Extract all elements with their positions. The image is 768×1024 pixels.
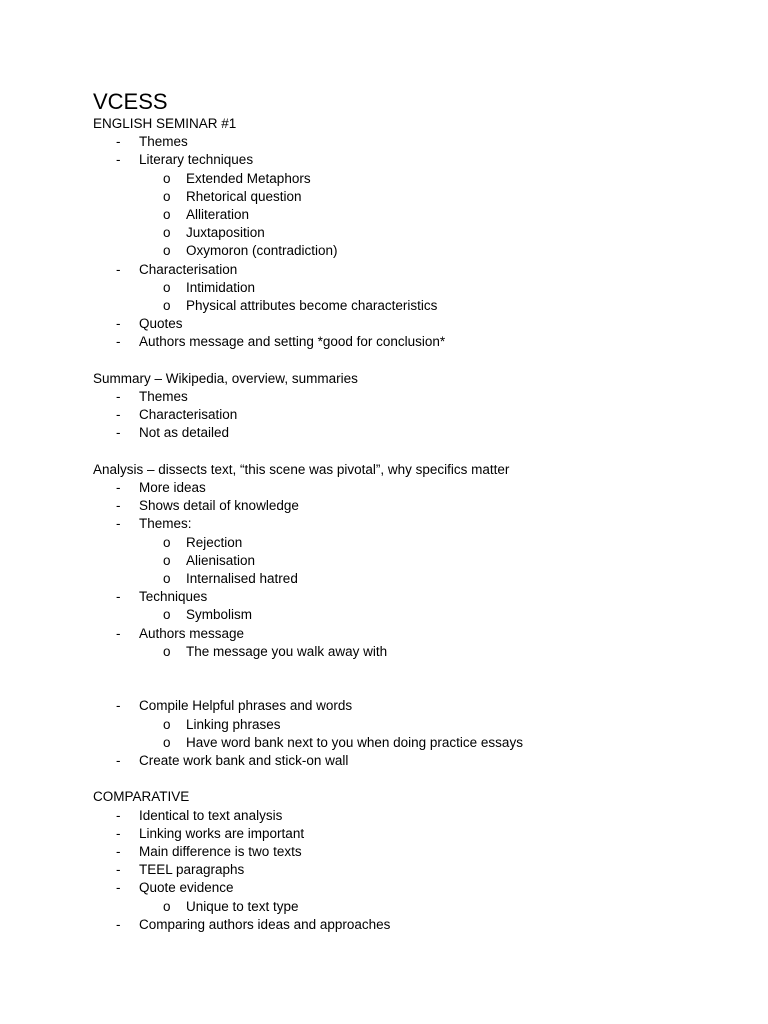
sub-list-item-text: Oxymoron (contradiction) <box>186 243 338 259</box>
dash-bullet-icon: - <box>116 862 121 878</box>
section-heading-text: ENGLISH SEMINAR #1 <box>93 116 237 131</box>
sub-list-item-text: Linking phrases <box>186 716 281 732</box>
list-item-text: Themes <box>139 134 188 150</box>
section-heading-text: COMPARATIVE <box>93 789 190 805</box>
circle-bullet-icon: o <box>163 225 171 241</box>
sub-list-item-text: Intimidation <box>186 279 256 295</box>
list-item-text: Shows detail of knowledge <box>139 498 299 514</box>
list-item-text: More ideas <box>139 480 206 495</box>
sub-list-item-text: Alliteration <box>186 207 250 222</box>
list-item <box>0 133 768 151</box>
section-heading <box>0 461 768 479</box>
section-heading <box>0 115 768 133</box>
sub-list-item <box>0 606 768 624</box>
dash-bullet-icon: - <box>116 334 121 350</box>
dash-bullet-icon: - <box>116 516 121 532</box>
list-item-text: Not as detailed <box>139 425 230 441</box>
dash-bullet-icon: - <box>116 753 121 768</box>
circle-bullet-icon: o <box>163 298 171 313</box>
circle-bullet-icon: o <box>163 279 171 295</box>
dash-bullet-icon: - <box>116 825 121 841</box>
dash-bullet-icon: - <box>116 916 121 932</box>
list-item-text: Authors message <box>139 625 245 641</box>
list-item <box>0 861 768 879</box>
circle-bullet-icon: o <box>163 207 171 222</box>
circle-bullet-icon: o <box>163 607 171 623</box>
section-heading-text: Summary – Wikipedia, overview, summaries <box>93 370 358 386</box>
list-item <box>0 424 768 442</box>
list-item <box>0 697 768 715</box>
dash-bullet-icon: - <box>116 152 121 168</box>
list-item-text: Quote evidence <box>139 880 234 896</box>
list-item <box>0 497 768 515</box>
sub-list-item <box>0 297 768 315</box>
sub-list-item-text: Juxtaposition <box>186 225 265 241</box>
circle-bullet-icon: o <box>163 243 171 259</box>
dash-bullet-icon: - <box>116 261 121 277</box>
list-item-text: Themes <box>139 389 188 404</box>
sub-list-item-text: Symbolism <box>186 607 253 623</box>
sub-list-item <box>0 279 768 297</box>
dash-bullet-icon: - <box>116 389 121 404</box>
dash-bullet-icon: - <box>116 625 121 641</box>
section-heading <box>0 788 768 806</box>
dash-bullet-icon: - <box>116 316 121 332</box>
list-item <box>0 625 768 643</box>
list-item <box>0 479 768 497</box>
dash-bullet-icon: - <box>116 480 121 495</box>
list-item <box>0 916 768 934</box>
list-item-text: TEEL paragraphs <box>139 862 245 878</box>
circle-bullet-icon: o <box>163 534 171 550</box>
circle-bullet-icon: o <box>163 643 171 659</box>
sub-list-item <box>0 534 768 552</box>
dash-bullet-icon: - <box>116 589 121 605</box>
list-item <box>0 879 768 897</box>
list-item <box>0 151 768 169</box>
list-item <box>0 261 768 279</box>
sub-list-item <box>0 570 768 588</box>
list-item-text: Comparing authors ideas and approaches <box>139 916 391 932</box>
dash-bullet-icon: - <box>116 880 121 896</box>
sub-list-item-text: Rhetorical question <box>186 188 302 204</box>
dash-bullet-icon: - <box>116 844 121 859</box>
section-heading <box>0 370 768 388</box>
list-item-text: Compile Helpful phrases and words <box>139 698 353 714</box>
list-item <box>0 825 768 843</box>
list-item-text: Create work bank and stick-on wall <box>139 753 349 768</box>
list-item-text: Techniques <box>139 589 208 605</box>
dash-bullet-icon: - <box>116 807 121 823</box>
circle-bullet-icon: o <box>163 571 171 586</box>
list-item <box>0 843 768 861</box>
sub-list-item <box>0 898 768 916</box>
list-item <box>0 515 768 533</box>
circle-bullet-icon: o <box>163 734 171 750</box>
sub-list-item-text: Have word bank next to you when doing practice essays <box>186 734 523 750</box>
dash-bullet-icon: - <box>116 407 121 423</box>
circle-bullet-icon: o <box>163 716 171 732</box>
list-item <box>0 752 768 770</box>
list-item-text: Identical to text analysis <box>139 807 283 823</box>
list-item-text: Quotes <box>139 316 183 332</box>
document-title: VCESS <box>93 89 168 114</box>
sub-list-item <box>0 552 768 570</box>
sub-list-item <box>0 716 768 734</box>
list-item <box>0 333 768 351</box>
sub-list-item <box>0 224 768 242</box>
sub-list-item-text: Rejection <box>186 534 243 550</box>
list-item <box>0 388 768 406</box>
list-item-text: Themes: <box>139 516 192 532</box>
sub-list-item <box>0 734 768 752</box>
dash-bullet-icon: - <box>116 134 121 150</box>
sub-list-item-text: Internalised hatred <box>186 571 298 586</box>
circle-bullet-icon: o <box>163 188 171 204</box>
list-item <box>0 588 768 606</box>
list-item-text: Characterisation <box>139 407 238 423</box>
sub-list-item-text: Unique to text type <box>186 898 299 914</box>
list-item-text: Main difference is two texts <box>139 844 302 859</box>
sub-list-item-text: Alienisation <box>186 552 256 568</box>
sub-list-item <box>0 643 768 661</box>
circle-bullet-icon: o <box>163 170 171 186</box>
list-item-text: Characterisation <box>139 261 238 277</box>
circle-bullet-icon: o <box>163 552 171 568</box>
list-item-text: Literary techniques <box>139 152 254 168</box>
dash-bullet-icon: - <box>116 698 121 714</box>
sub-list-item-text: Physical attributes become characteristics <box>186 298 438 313</box>
sub-list-item-text: Extended Metaphors <box>186 170 311 186</box>
circle-bullet-icon: o <box>163 898 171 914</box>
list-item-text: Authors message and setting *good for conclusion* <box>139 334 446 350</box>
sub-list-item <box>0 242 768 260</box>
sub-list-item-text: The message you walk away with <box>186 643 388 659</box>
list-item <box>0 315 768 333</box>
dash-bullet-icon: - <box>116 498 121 514</box>
list-item <box>0 406 768 424</box>
sub-list-item <box>0 206 768 224</box>
list-item <box>0 807 768 825</box>
section-heading-text: Analysis – dissects text, “this scene was pivotal”, why specifics matter <box>93 461 510 477</box>
list-item-text: Linking works are important <box>139 825 305 841</box>
sub-list-item <box>0 170 768 188</box>
dash-bullet-icon: - <box>116 425 121 441</box>
sub-list-item <box>0 188 768 206</box>
